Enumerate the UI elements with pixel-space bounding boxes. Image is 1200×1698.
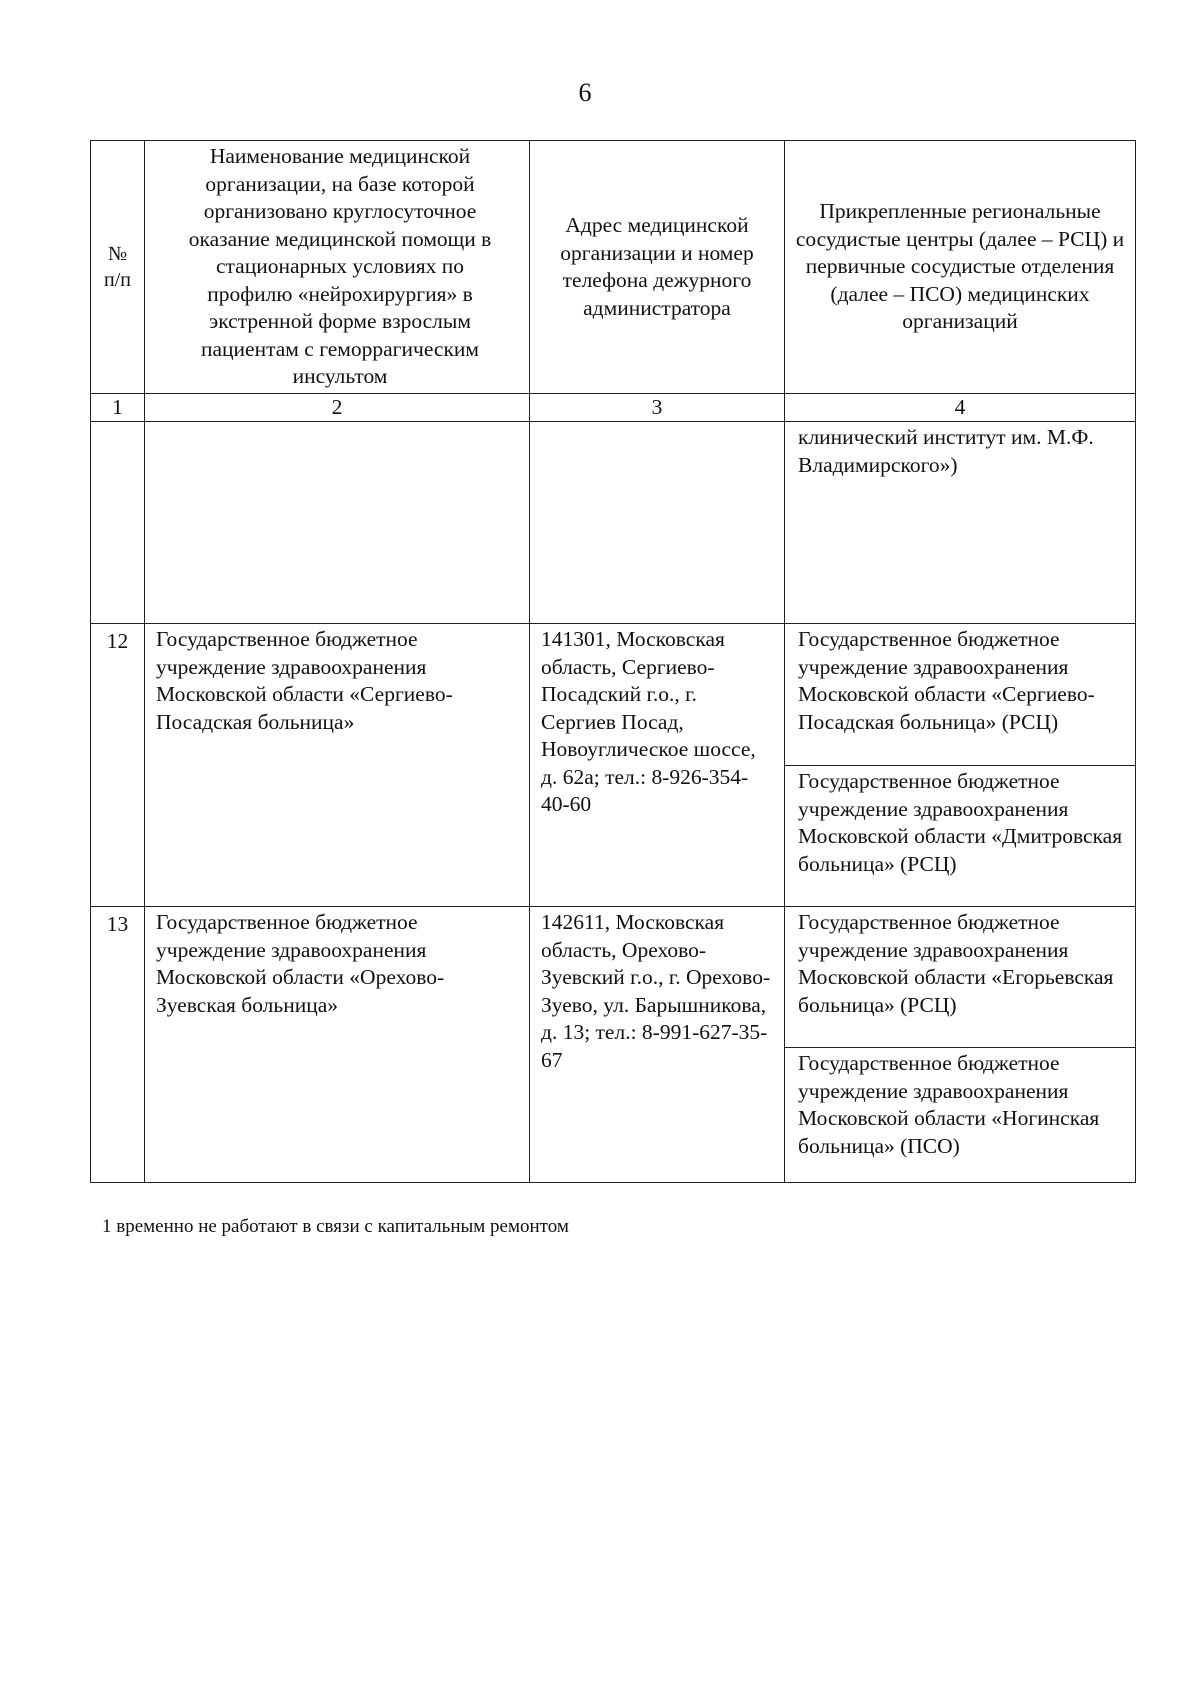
header-attached-centers xyxy=(785,141,1136,394)
header-address-text: Адрес медицинской организации и номер телефона дежурного администратора xyxy=(560,213,754,320)
header-number-abbr: п/п xyxy=(104,269,131,291)
attached-center-1: Государственное бюджетное учреждение здравоохранения Московской области «Сергиево-Посадская больница» (РСЦ) xyxy=(785,624,1135,766)
row-organization: Государственное бюджетное учреждение здравоохранения Московской области «Сергиево-Посадская больница» xyxy=(145,624,530,907)
column-number-4: 4 xyxy=(785,394,1136,422)
hospitals-table xyxy=(90,140,1136,1183)
row-address: 142611, Московская область, Орехово-Зуевский г.о., г. Орехово-Зуево, ул. Барышникова, д. 13; тел.: 8-991-627-35-67 xyxy=(530,907,785,1183)
row-organization: Государственное бюджетное учреждение здравоохранения Московской области «Орехово-Зуевская больница» xyxy=(145,907,530,1183)
row-number: 12 xyxy=(91,624,145,907)
header-number-sign: № xyxy=(107,243,128,265)
table-header-row xyxy=(91,141,1136,394)
header-attached-text: Прикрепленные региональные сосудистые центры (далее – РСЦ) и первичные сосудистые отделения (далее – ПСО) медицинских организаций xyxy=(795,199,1125,334)
continuation-num-cell xyxy=(91,422,145,624)
column-numbers-row xyxy=(91,394,1136,422)
continuation-address-cell xyxy=(530,422,785,624)
continuation-org-cell xyxy=(145,422,530,624)
row-attached-centers xyxy=(785,907,1136,1183)
attached-center-2: Государственное бюджетное учреждение здравоохранения Московской области «Дмитровская больница» (РСЦ) xyxy=(798,769,1123,876)
table-row xyxy=(91,907,1136,1183)
table-row-continuation xyxy=(91,422,1136,624)
attached-center-2: Государственное бюджетное учреждение здравоохранения Московской области «Ногинская больница» (ПСО) xyxy=(798,1051,1100,1158)
header-number xyxy=(91,141,145,394)
continuation-attached-cell xyxy=(785,422,1136,624)
column-number-2: 2 xyxy=(145,394,530,422)
row-address: 141301, Московская область, Сергиево-Посадский г.о., г. Сергиев Посад, Новоуглическое шоссе, д. 62а; тел.: 8-926-354-40-60 xyxy=(530,624,785,907)
footnote: 1 временно не работают в связи с капитальным ремонтом xyxy=(102,1216,569,1237)
row-attached-centers xyxy=(785,624,1136,907)
page-number: 6 xyxy=(578,78,592,107)
column-number-1: 1 xyxy=(91,394,145,422)
header-organization xyxy=(145,141,530,394)
continuation-attached-text: клинический институт им. М.Ф. Владимирского») xyxy=(798,425,1094,477)
attached-center-1: Государственное бюджетное учреждение здравоохранения Московской области «Егорьевская больница» (РСЦ) xyxy=(785,907,1135,1048)
header-organization-text: Наименование медицинской организации, на базе которой организовано круглосуточное оказание медицинской помощи в стационарных условиях по профилю «нейрохирургия» в экстренной форме взрослым пациентам с геморрагическим инсультом xyxy=(188,144,492,389)
row-number: 13 xyxy=(91,907,145,1183)
table-row xyxy=(91,624,1136,907)
column-number-3: 3 xyxy=(530,394,785,422)
header-address xyxy=(530,141,785,394)
